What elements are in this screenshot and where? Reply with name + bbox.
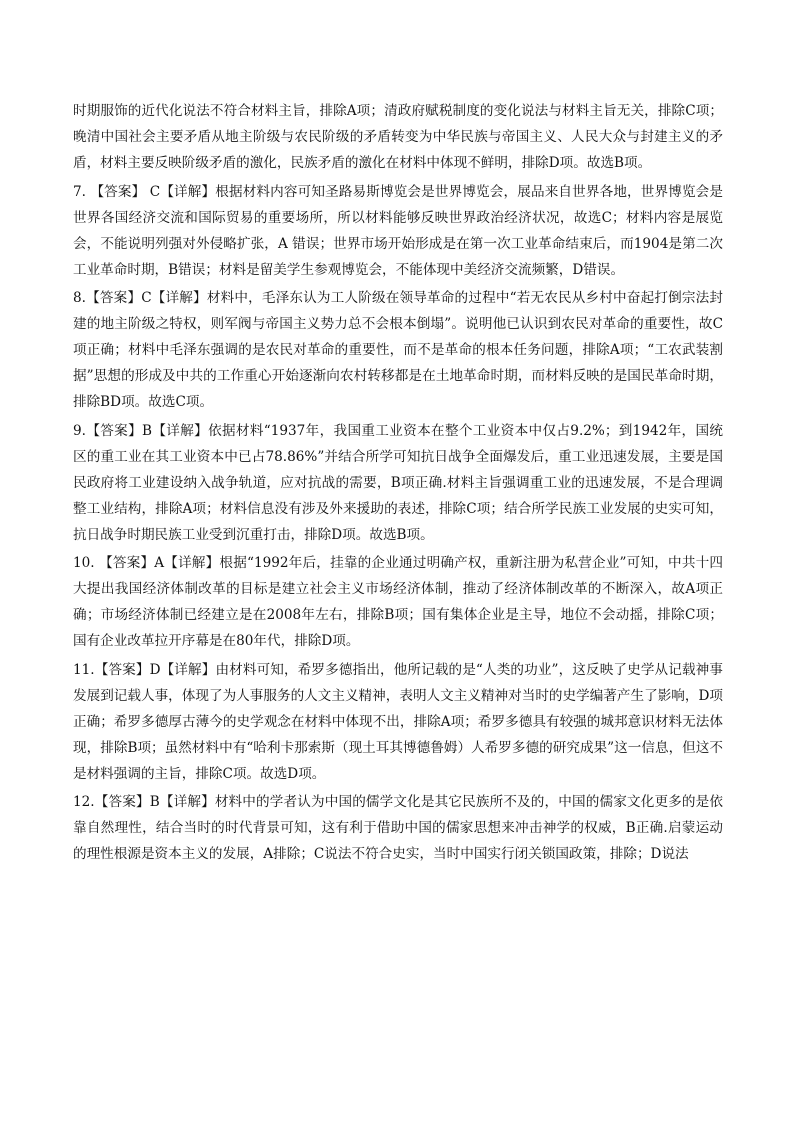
paragraph-q10	[73, 550, 723, 654]
paragraph-q11	[73, 657, 723, 787]
answer-tag: 【答案】D【详解】	[94, 661, 216, 678]
paragraph-q12	[73, 789, 723, 867]
explanation-text: 依据材料“1937年，我国重工业资本在整个工业资本中仅占9.2%；到1942年，国统区的重工业在其工业资本中已占78.86%”并结合所学可知抗日战争全面爆发后，重工业迅速发展，主要是国民政府将工业建设纳入战争轨道，应对抗战的需要，B项正确.材料主旨强调重工业的迅速发展，不是合理调整工业结构，排除A项；材料信息没有涉及外来援助的表述，排除C项；结合所学民族工业发展的史实可知，抗日战争时期民族工业受到沉重打击，排除D项。故选B项。	[73, 422, 723, 543]
question-number: 10.	[73, 555, 100, 571]
explanation-text: 根据材料内容可知圣路易斯博览会是世界博览会，展品来自世界各地，世界博览会是世界各国经济交流和国际贸易的重要场所，所以材料能够反映世界政治经济状况，故选C；材料内容是展览会，不能说明列强对外侵略扩张，A 错误；世界市场开始形成是在第一次工业革命结束后，而1904是第二次工业革命时期，B错误；材料是留美学生参观博览会，不能体现中美经济交流频繁，D错误。	[73, 183, 724, 278]
answer-tag: 【答案】B【详解】	[85, 422, 209, 439]
explanation-text: 材料中，毛泽东认为工人阶级在领导革命的过程中“若无农民从乡村中奋起打倒宗法封建的地主阶级之特权，则军阀与帝国主义势力总不会根本倒塌”。说明他已认识到农民对革命的重要性，故C项正确；材料中毛泽东强调的是农民对革命的重要性，而不是革命的根本任务问题，排除A项；“工农武装割据”思想的形成及中共的工作重心开始逐渐向农村转移都是在土地革命时期，而材料反映的是国民革命时期，排除BD项。故选C项。	[73, 290, 723, 410]
explanation-text: 材料中的学者认为中国的儒学文化是其它民族所不及的，中国的儒家文化更多的是依靠自然理性，结合当时的时代背景可知，这有利于借助中国的儒家思想来冲击神学的权威，B正确.启蒙运动的理性根源是资本主义的发展，A排除；C说法不符合史实，当时中国实行闭关锁国政策，排除；D说法	[73, 794, 723, 862]
answer-tag: 【答案】B【详解】	[94, 794, 215, 810]
question-number: 9.	[73, 422, 86, 439]
paragraph-continuation	[73, 98, 723, 176]
question-number: 11.	[73, 661, 95, 678]
paragraph-q9	[73, 418, 723, 548]
explanation-text: 根据“1992年后，挂靠的企业通过明确产权，重新注册为私营企业”可知，中共十四大提出我国经济体制改革的目标是建立社会主义市场经济体制，推动了经济体制改革的不断深入，故A项正确；市场经济体制已经建立是在2008年左右，排除B项；国有集体企业是主导，地位不会动摇，排除C项；国有企业改革拉开序幕是在80年代，排除D项。	[73, 555, 723, 649]
paragraph-q7	[73, 179, 723, 283]
answer-tag: 【答案】 C【详解】	[90, 183, 216, 200]
question-number: 7.	[73, 183, 91, 200]
explanation-text: 时期服饰的近代化说法不符合材料主旨，排除A项；清政府赋税制度的变化说法与材料主旨无关，排除C项；晚清中国社会主要矛盾从地主阶级与农民阶级的矛盾转变为中华民族与帝国主义、人民大众与封建主义的矛盾，材料主要反映阶级矛盾的激化，民族矛盾的激化在材料中体现不鲜明，排除D项。故选B项。	[73, 103, 723, 171]
paragraph-q8	[73, 285, 723, 415]
answer-explanations	[73, 98, 723, 870]
question-number: 12.	[73, 794, 95, 810]
question-number: 8.	[73, 290, 86, 306]
answer-tag: 【答案】C【详解】	[85, 290, 207, 306]
answer-tag: 【答案】A【详解】	[99, 555, 220, 571]
explanation-text: 由材料可知，希罗多德指出，他所记载的是“人类的功业”，这反映了史学从记载神事发展到记载人事，体现了为人事服务的人文主义精神，表明人文主义精神对当时的史学编著产生了影响，D项正确；希罗多德厚古薄今的史学观念在材料中体现不出，排除A项；希罗多德具有较强的城邦意识材料无法体现，排除B项；虽然材料中有“哈利卡那索斯（现土耳其博德鲁姆）人希罗多德的研究成果”这一信息，但这不是材料强调的主旨，排除C项。故选D项。	[73, 661, 723, 782]
